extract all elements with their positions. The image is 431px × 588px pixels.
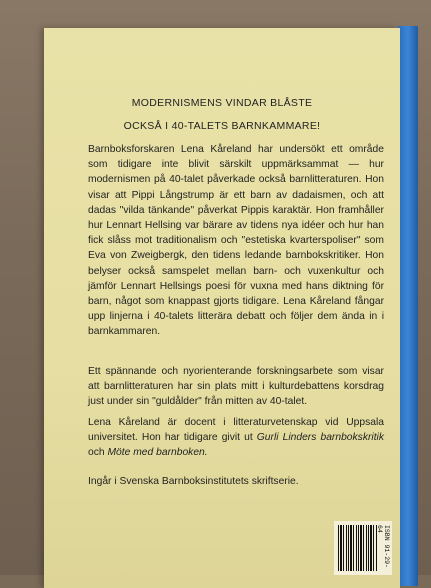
book-title-1: Gurli Linders barnbokskritik	[256, 432, 384, 444]
summary-paragraph: Ett spännande och nyorienterande forskningsarbete som visar att barnlitteraturen har sin plats mitt i kulturdebattens korsdrag just under sin "guldålder" från mitten av 40-talet.	[88, 366, 384, 408]
series-note: Ingår i Svenska Barnboksinstitutets skriftserie.	[88, 476, 299, 487]
isbn-number: ISBN 91-29-64	[376, 525, 390, 568]
headline-line-1: MODERNISMENS VINDAR BLÅSTE	[131, 97, 313, 109]
author-bio-text: Lena Kåreland är docent i litteraturvetenskap vid Uppsala universitet. Hon har tidigare givit ut	[88, 417, 384, 444]
book-spine	[398, 26, 418, 586]
book-title-2: Möte med barnboken.	[107, 447, 208, 459]
barcode-bars	[338, 525, 378, 571]
description-paragraph: Barnboksforskaren Lena Kåreland har undersökt ett område som tidigare inte blivit särskilt uppmärksammat — hur modernismen på 40-talet påverkade också barnlitteraturen. Hon visar att Pippi Långstrump är ett barn av dadaismen, och att dadas "vilda tänkande" påverkat Pippis karaktär. Hon framhåller hur Lennart Hellsing var bärare av tidens nya idéer och hur han fick slåss mot traditionalism och "estetiska kvarterspoliser" som Eva von Zweigbergk, den tidens ledande barnbokskritiker. Hon belyser också samspelet mellan barn- och vuxenkultur och jämför Lennart Hellsings poesi för vuxna med hans diktning för barn, något som knappast gjorts tidigare. Lena Kåreland fångar upp linjerna i 40-talets litterära debatt och följer dem ända in i barnkammaren.	[88, 144, 384, 338]
headline-line-2: OCKSÅ I 40-TALETS BARNKAMMARE!	[123, 120, 321, 132]
author-bio-paragraph	[88, 415, 384, 461]
barcode	[334, 521, 392, 575]
author-bio-connector: och	[88, 447, 108, 459]
